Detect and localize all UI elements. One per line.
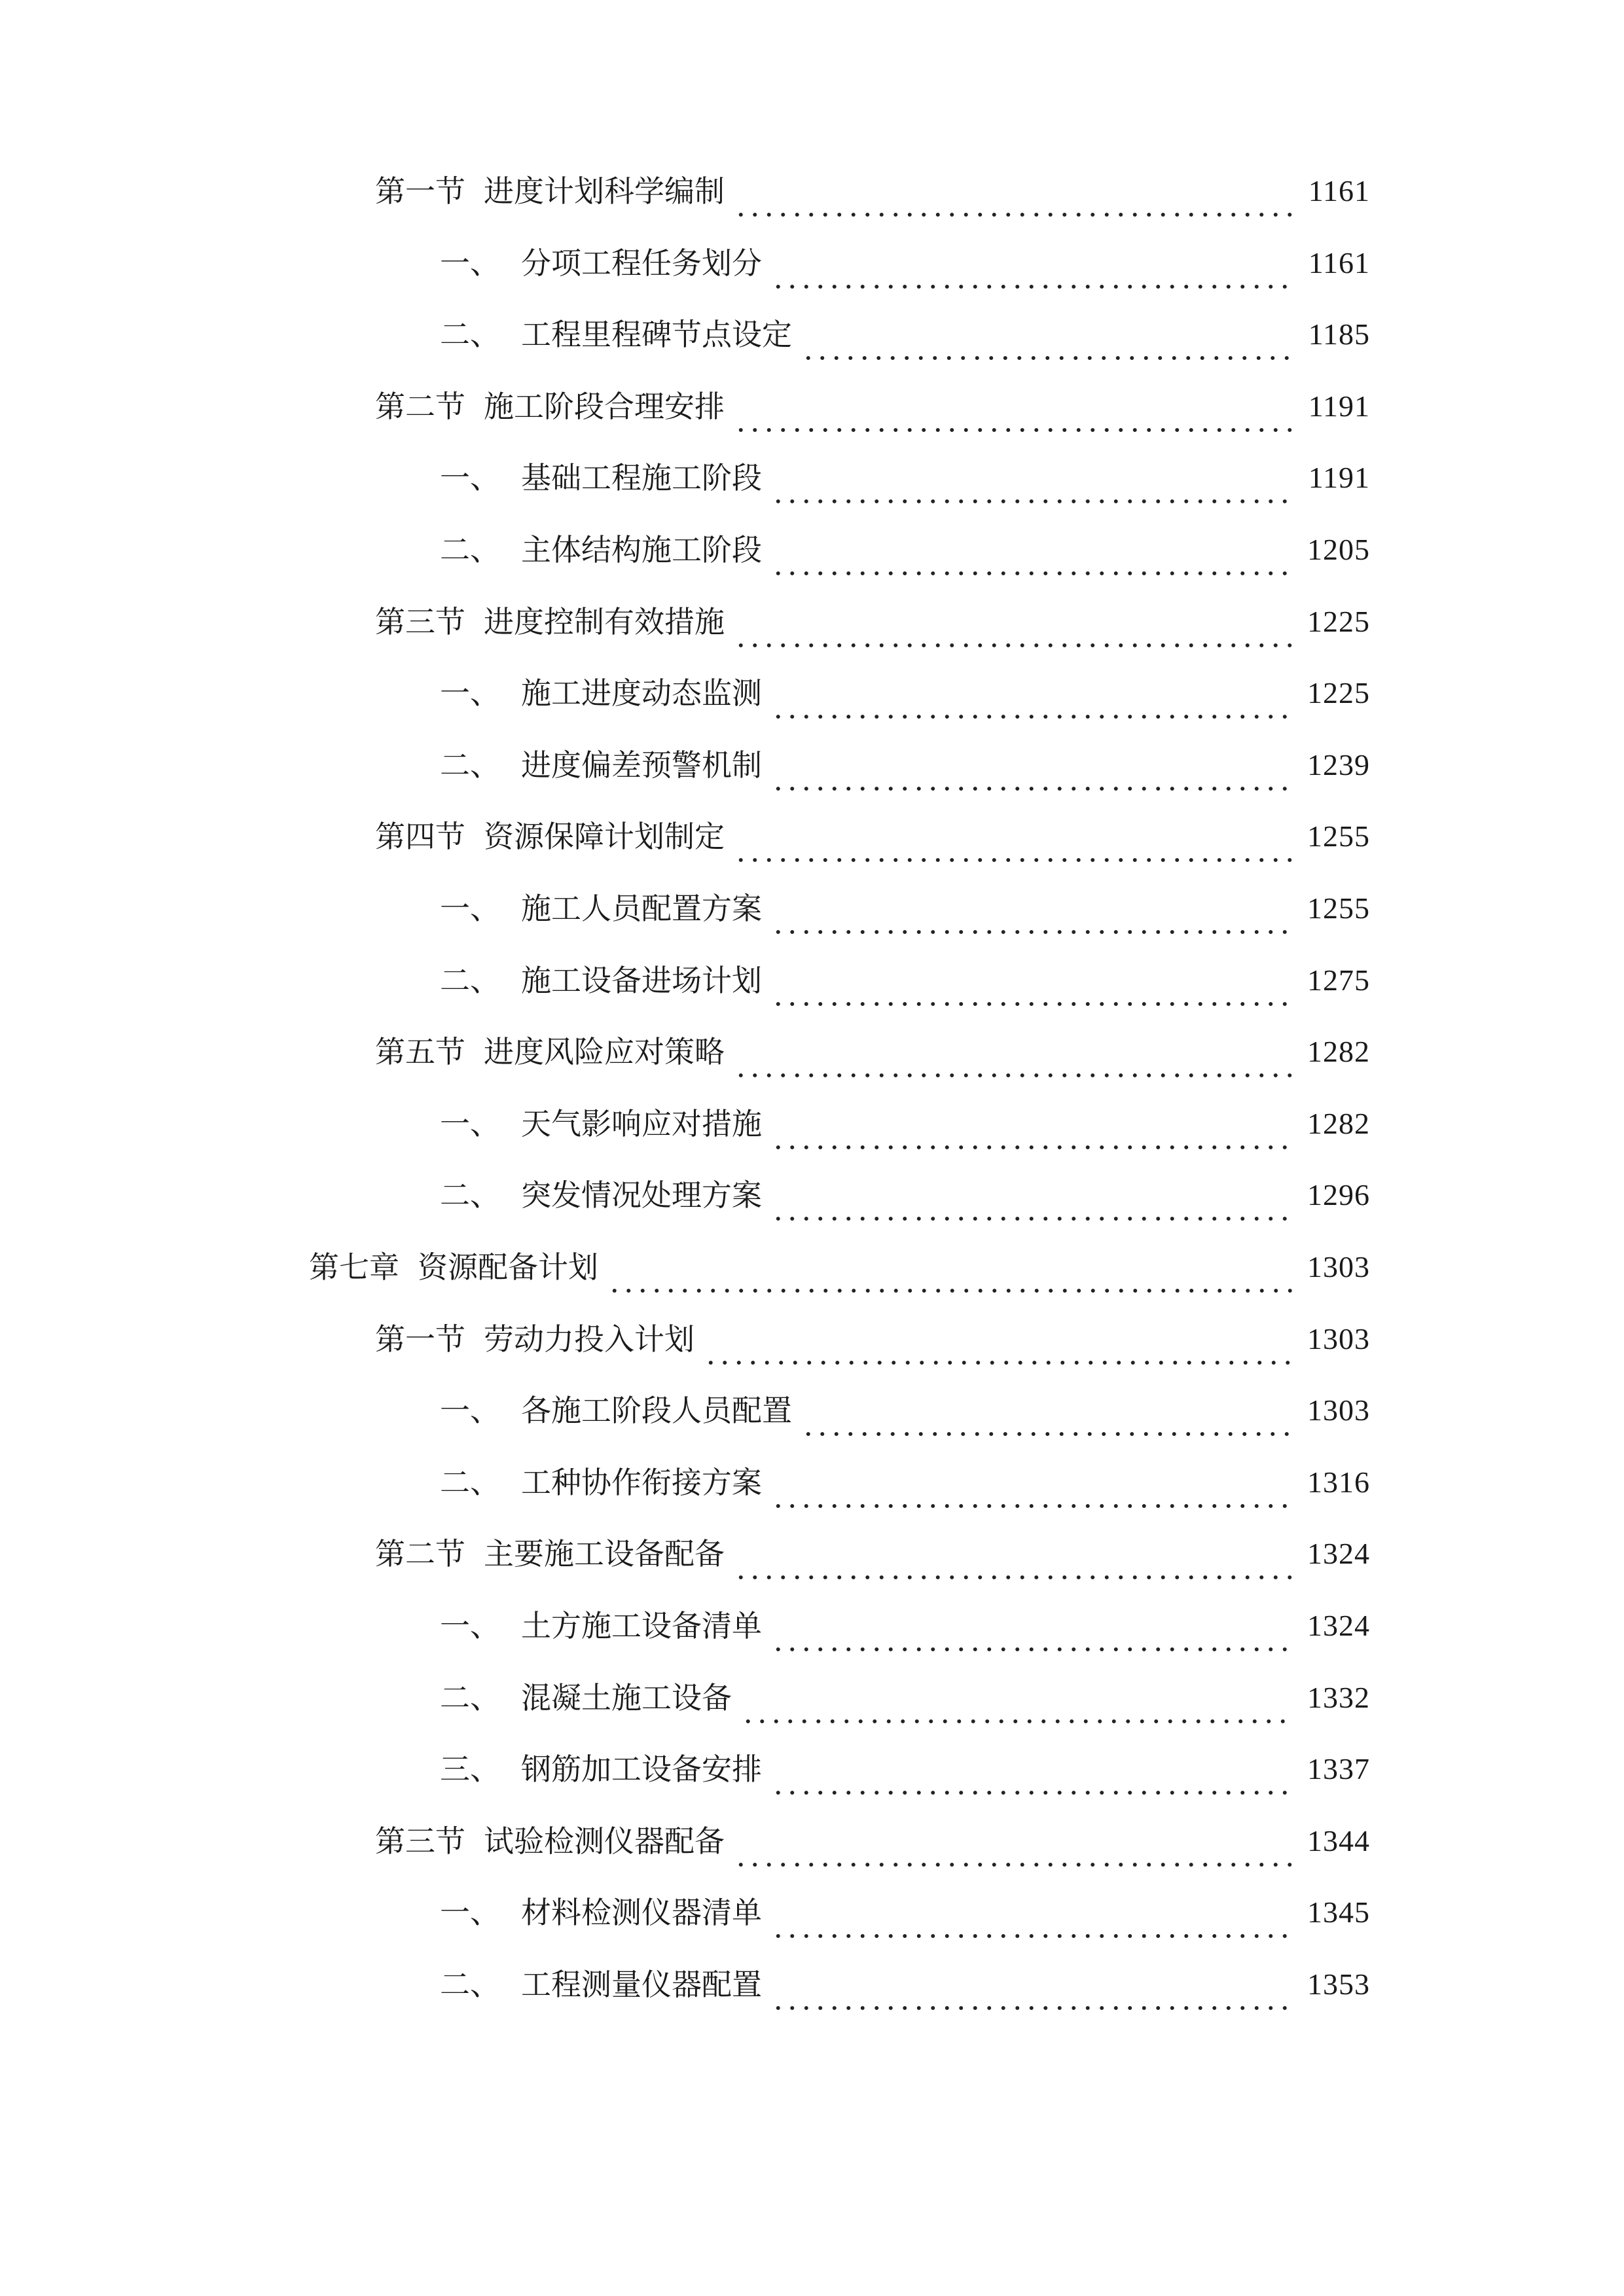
dot-leader: [734, 380, 1294, 433]
toc-entry[interactable]: [440, 1384, 1370, 1437]
toc-entry[interactable]: [440, 1886, 1370, 1939]
toc-entry-number: 一、: [440, 245, 500, 281]
toc-entry[interactable]: [440, 1958, 1370, 2011]
dot-leader: [771, 1886, 1293, 1939]
toc-entry-page-number: 1161: [1308, 174, 1370, 207]
toc-entry-title: 土方施工设备清单: [521, 1608, 762, 1643]
toc-entry-number: 二、: [440, 317, 500, 353]
toc-entry-page-number: 1239: [1307, 747, 1370, 781]
dot-leader: [741, 1672, 1293, 1724]
toc-entry-title: 工种协作衔接方案: [521, 1464, 762, 1500]
toc-entry-number: 二、: [440, 1177, 500, 1213]
dot-leader: [771, 1958, 1293, 2011]
dot-leader: [771, 524, 1293, 576]
toc-entry-number: 二、: [440, 747, 500, 783]
toc-entry[interactable]: [375, 1815, 1370, 1867]
toc-entry[interactable]: [440, 308, 1370, 361]
toc-entry-number: 一、: [440, 675, 500, 711]
toc-entry-title: 钢筋加工设备安排: [521, 1751, 762, 1787]
toc-entry[interactable]: [440, 524, 1370, 576]
dot-leader: [734, 1026, 1293, 1078]
toc-entry-number: 一、: [440, 1895, 500, 1931]
toc-entry[interactable]: [440, 237, 1370, 289]
toc-entry-title: 进度风险应对策略: [484, 1034, 725, 1070]
dot-leader: [771, 954, 1293, 1007]
toc-entry-title: 施工设备进场计划: [521, 962, 762, 998]
toc-entry-page-number: 1255: [1307, 819, 1370, 853]
toc-entry-title: 主要施工设备配备: [484, 1536, 725, 1572]
toc-entry[interactable]: [375, 1026, 1370, 1078]
toc-entry-page-number: 1225: [1307, 604, 1370, 638]
toc-entry[interactable]: [440, 1743, 1370, 1795]
toc-entry-number: 二、: [440, 1464, 500, 1500]
dot-leader: [607, 1241, 1293, 1293]
toc-entry-number: 一、: [440, 1105, 500, 1141]
toc-entry[interactable]: [440, 1098, 1370, 1150]
toc-entry-page-number: 1316: [1307, 1465, 1370, 1499]
toc-entry-title: 混凝土施工设备: [521, 1679, 732, 1715]
toc-entry[interactable]: [440, 667, 1370, 719]
toc-entry-page-number: 1303: [1307, 1321, 1370, 1355]
toc-entry-page-number: 1282: [1307, 1035, 1370, 1069]
toc-entry[interactable]: [440, 954, 1370, 1007]
toc-entry-page-number: 1324: [1307, 1537, 1370, 1571]
toc-entry[interactable]: [375, 810, 1370, 863]
toc-entry-number: 第二节: [375, 388, 465, 424]
dot-leader: [771, 1600, 1293, 1652]
toc-entry[interactable]: [375, 1528, 1370, 1580]
toc-entry-number: 第七章: [309, 1249, 399, 1285]
toc-entry-number: 第四节: [375, 819, 465, 855]
dot-leader: [771, 1169, 1293, 1221]
toc-entry-title: 资源保障计划制定: [484, 819, 725, 855]
toc-entry[interactable]: [375, 380, 1370, 433]
toc-entry-title: 天气影响应对措施: [521, 1105, 762, 1141]
toc-entry-page-number: 1161: [1308, 245, 1370, 279]
toc-entry-page-number: 1345: [1307, 1895, 1370, 1929]
dot-leader: [734, 165, 1294, 217]
toc-entry-title: 工程里程碑节点设定: [521, 317, 792, 353]
toc-entry-page-number: 1191: [1308, 389, 1370, 423]
toc-entry-page-number: 1303: [1307, 1393, 1370, 1427]
toc-entry-number: 第三节: [375, 1823, 465, 1859]
toc-entry-title: 基础工程施工阶段: [521, 460, 762, 496]
dot-leader: [771, 1098, 1293, 1150]
toc-entry-page-number: 1255: [1307, 891, 1370, 925]
toc-entry-page-number: 1296: [1307, 1178, 1370, 1212]
dot-leader: [771, 452, 1294, 504]
toc-entry[interactable]: [440, 1456, 1370, 1509]
toc-entry-number: 二、: [440, 962, 500, 998]
toc-entry[interactable]: [440, 739, 1370, 791]
toc-entry-number: 二、: [440, 1967, 500, 2002]
toc-entry-number: 第五节: [375, 1034, 465, 1070]
dot-leader: [801, 308, 1294, 361]
toc-entry-title: 各施工阶段人员配置: [521, 1393, 792, 1429]
toc-entry-page-number: 1337: [1307, 1752, 1370, 1786]
toc-entry-number: 第三节: [375, 603, 465, 639]
toc-entry-number: 三、: [440, 1751, 500, 1787]
toc-entry-title: 材料检测仪器清单: [521, 1895, 762, 1931]
toc-entry-title: 劳动力投入计划: [484, 1321, 695, 1357]
toc-entry[interactable]: [440, 452, 1370, 504]
toc-entry[interactable]: [440, 882, 1370, 935]
toc-entry-page-number: 1353: [1307, 1967, 1370, 2001]
toc-entry-page-number: 1332: [1307, 1680, 1370, 1714]
toc-entry-page-number: 1205: [1307, 533, 1370, 566]
toc-entry-number: 二、: [440, 532, 500, 567]
toc-entry-number: 第一节: [375, 1321, 465, 1357]
toc-entry-title: 施工进度动态监测: [521, 675, 762, 711]
dot-leader: [734, 596, 1293, 648]
toc-entry-page-number: 1344: [1307, 1823, 1370, 1857]
dot-leader: [734, 1815, 1293, 1867]
toc-entry-page-number: 1282: [1307, 1106, 1370, 1140]
toc-entry-title: 进度偏差预警机制: [521, 747, 762, 783]
dot-leader: [771, 667, 1293, 719]
toc-entry-title: 分项工程任务划分: [521, 245, 762, 281]
dot-leader: [704, 1313, 1293, 1365]
toc-entry-number: 一、: [440, 1608, 500, 1643]
dot-leader: [771, 1743, 1293, 1795]
toc-entry-number: 一、: [440, 460, 500, 496]
toc-entry-page-number: 1275: [1307, 963, 1370, 997]
toc-entry-title: 试验检测仪器配备: [484, 1823, 725, 1859]
toc-entry-title: 进度控制有效措施: [484, 603, 725, 639]
toc-entry[interactable]: [440, 1169, 1370, 1221]
dot-leader: [771, 1456, 1293, 1509]
toc-entry-number: 二、: [440, 1679, 500, 1715]
toc-entry-page-number: 1303: [1307, 1250, 1370, 1283]
toc-entry[interactable]: [309, 1241, 1370, 1293]
toc-entry[interactable]: [375, 596, 1370, 648]
toc-entry-page-number: 1225: [1307, 676, 1370, 710]
dot-leader: [734, 1528, 1293, 1580]
toc-entry-title: 突发情况处理方案: [521, 1177, 762, 1213]
toc-entry-page-number: 1324: [1307, 1609, 1370, 1642]
dot-leader: [771, 739, 1293, 791]
toc-entry[interactable]: [375, 165, 1370, 217]
toc-entry-title: 施工阶段合理安排: [484, 388, 725, 424]
toc-entry-title: 主体结构施工阶段: [521, 532, 762, 567]
toc-entry[interactable]: [440, 1600, 1370, 1652]
toc-entry-title: 工程测量仪器配置: [521, 1967, 762, 2002]
toc-entry-title: 进度计划科学编制: [484, 173, 725, 209]
dot-leader: [771, 882, 1293, 935]
toc-entry-title: 资源配备计划: [418, 1249, 598, 1285]
dot-leader: [734, 810, 1293, 863]
toc-entry-number: 第一节: [375, 173, 465, 209]
dot-leader: [771, 237, 1294, 289]
toc-entry-number: 一、: [440, 891, 500, 926]
toc-entry-number: 第二节: [375, 1536, 465, 1572]
toc-entry-title: 施工人员配置方案: [521, 891, 762, 926]
toc-entry-number: 一、: [440, 1393, 500, 1429]
toc-entry-page-number: 1191: [1308, 461, 1370, 495]
toc-entry[interactable]: [440, 1672, 1370, 1724]
toc-entry-page-number: 1185: [1308, 317, 1370, 351]
dot-leader: [801, 1384, 1293, 1437]
toc-entry[interactable]: [375, 1313, 1370, 1365]
